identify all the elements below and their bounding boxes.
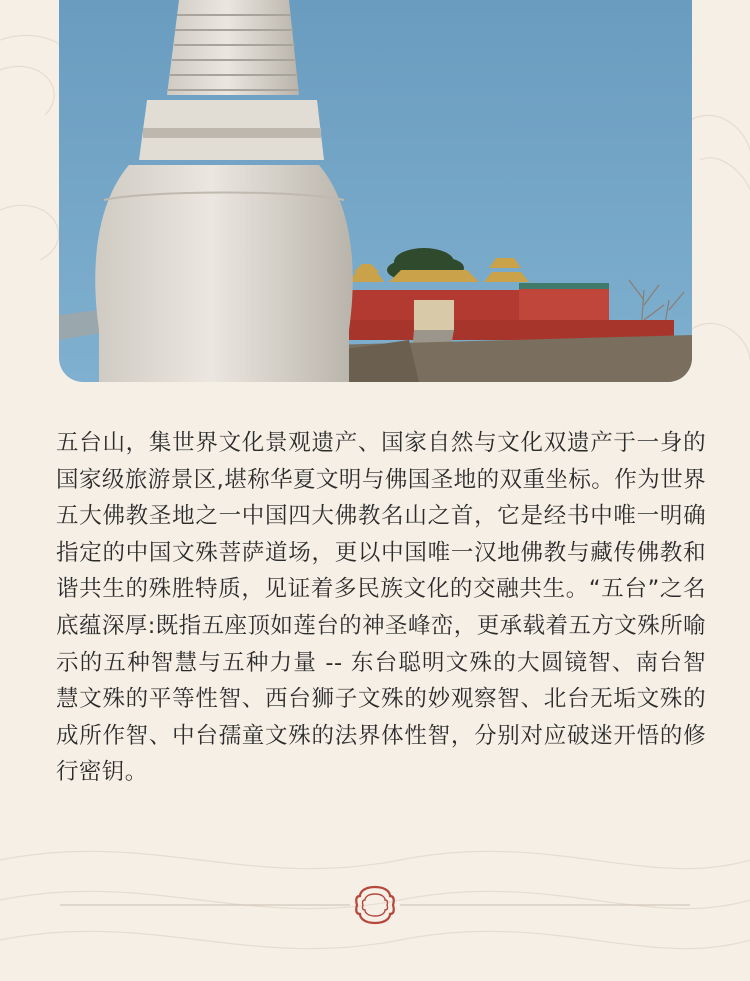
white-stupa-photo — [59, 0, 692, 382]
quatrefoil-ornament-icon — [356, 887, 394, 923]
article-paragraph: 五台山，集世界文化景观遗产、国家自然与文化双遗产于一身的国家级旅游景区,堪称华夏文明与佛国圣地的双重坐标。作为世界五大佛教圣地之一中国四大佛教名山之首，它是经书中唯一明确指定的中国文殊菩萨道场，更以中国唯一汉地佛教与藏传佛教和谐共生的殊胜特质，见证着多民族文化的交融共生。“五台”之名底蕴深厚:既指五座顶如莲台的神圣峰峦，更承载着五方文殊所喻示的五种智慧与五种力量 -- 东台聪明文殊的大圆镜智、南台智慧文殊的平等性智、西台狮子文殊的妙观察智、北台无垢文殊的成所作智、中台孺童文殊的法界体性智，分别对应破迷开悟的修行密钥。 — [56, 430, 706, 786]
section-divider — [0, 880, 750, 930]
